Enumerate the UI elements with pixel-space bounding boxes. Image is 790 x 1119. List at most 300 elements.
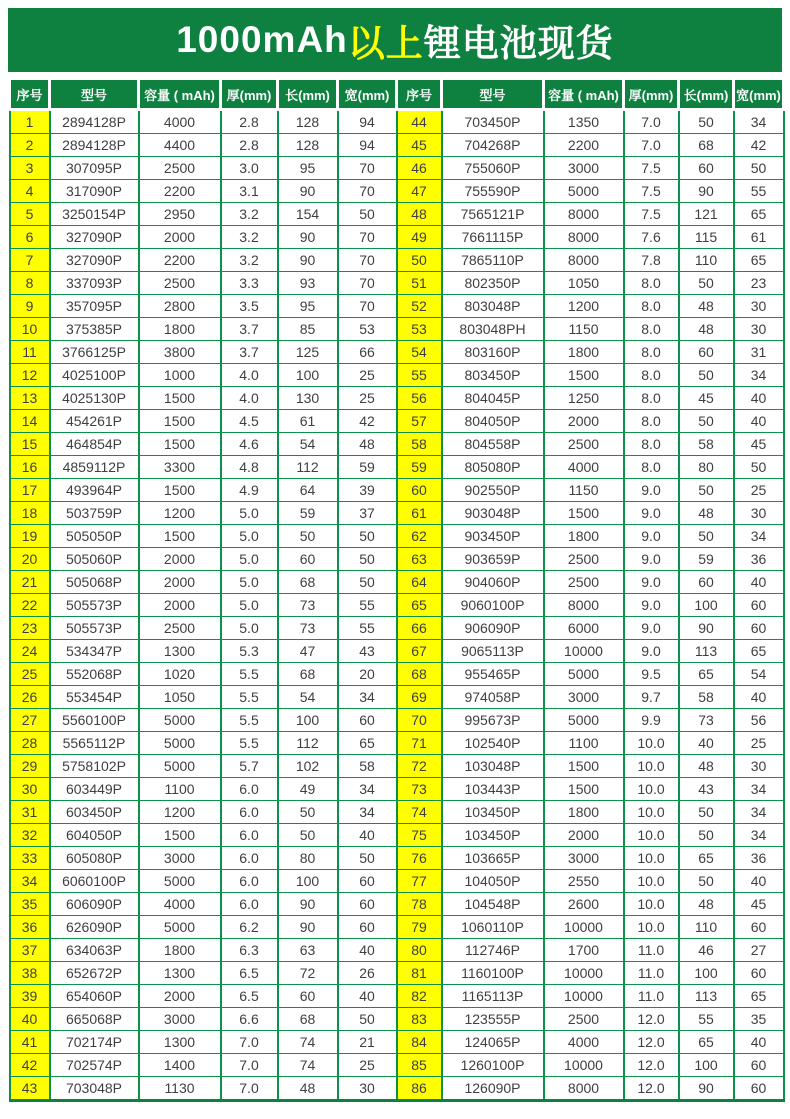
data-cell: 54 — [278, 686, 338, 709]
table-body — [10, 110, 784, 1101]
table-row — [10, 272, 784, 295]
data-cell: 36 — [734, 847, 784, 870]
seq-cell: 34 — [10, 870, 50, 893]
seq-cell: 53 — [397, 318, 442, 341]
data-cell: 112 — [278, 456, 338, 479]
data-cell: 100 — [278, 364, 338, 387]
header-model-right: 型号 — [442, 79, 544, 110]
data-cell: 1500 — [139, 410, 221, 433]
data-cell: 634063P — [50, 939, 139, 962]
data-cell: 26 — [338, 962, 397, 985]
seq-cell: 12 — [10, 364, 50, 387]
data-cell: 103443P — [442, 778, 544, 801]
data-cell: 3000 — [544, 157, 624, 180]
seq-cell: 29 — [10, 755, 50, 778]
data-cell: 2950 — [139, 203, 221, 226]
seq-cell: 70 — [397, 709, 442, 732]
data-cell: 3.2 — [221, 203, 278, 226]
data-cell: 1800 — [544, 525, 624, 548]
data-cell: 2500 — [544, 433, 624, 456]
data-cell: 8000 — [544, 203, 624, 226]
data-cell: 7.0 — [221, 1077, 278, 1101]
seq-cell: 37 — [10, 939, 50, 962]
data-cell: 2200 — [544, 134, 624, 157]
seq-cell: 27 — [10, 709, 50, 732]
seq-cell: 15 — [10, 433, 50, 456]
data-cell: 60 — [734, 1054, 784, 1077]
data-cell: 7.0 — [221, 1054, 278, 1077]
data-cell: 58 — [338, 755, 397, 778]
data-cell: 337093P — [50, 272, 139, 295]
data-cell: 50 — [338, 571, 397, 594]
data-cell: 803048PH — [442, 318, 544, 341]
data-cell: 10000 — [544, 985, 624, 1008]
data-cell: 906090P — [442, 617, 544, 640]
data-cell: 124065P — [442, 1031, 544, 1054]
data-cell: 3.3 — [221, 272, 278, 295]
data-cell: 43 — [338, 640, 397, 663]
data-cell: 9.0 — [624, 617, 679, 640]
data-cell: 10.0 — [624, 732, 679, 755]
data-cell: 20 — [338, 663, 397, 686]
data-cell: 55 — [679, 1008, 734, 1031]
table-row — [10, 110, 784, 134]
data-cell: 40 — [734, 571, 784, 594]
data-cell: 665068P — [50, 1008, 139, 1031]
data-cell: 8000 — [544, 594, 624, 617]
seq-cell: 58 — [397, 433, 442, 456]
data-cell: 904060P — [442, 571, 544, 594]
seq-cell: 7 — [10, 249, 50, 272]
data-cell: 40 — [734, 1031, 784, 1054]
data-cell: 5.0 — [221, 548, 278, 571]
table-row — [10, 410, 784, 433]
data-cell: 5758102P — [50, 755, 139, 778]
data-cell: 90 — [278, 226, 338, 249]
table-row — [10, 617, 784, 640]
data-cell: 1250 — [544, 387, 624, 410]
data-cell: 103048P — [442, 755, 544, 778]
data-cell: 8.0 — [624, 456, 679, 479]
data-cell: 802350P — [442, 272, 544, 295]
data-cell: 1160100P — [442, 962, 544, 985]
data-cell: 1500 — [544, 755, 624, 778]
data-cell: 100 — [278, 870, 338, 893]
data-cell: 1500 — [139, 479, 221, 502]
data-cell: 1200 — [544, 295, 624, 318]
data-cell: 3.7 — [221, 341, 278, 364]
data-cell: 327090P — [50, 226, 139, 249]
data-cell: 90 — [278, 916, 338, 939]
data-cell: 2500 — [544, 548, 624, 571]
data-cell: 4025130P — [50, 387, 139, 410]
table-row — [10, 387, 784, 410]
data-cell: 1500 — [139, 433, 221, 456]
data-cell: 60 — [734, 1077, 784, 1101]
data-cell: 42 — [338, 410, 397, 433]
header-seq-right: 序号 — [397, 79, 442, 110]
data-cell: 3800 — [139, 341, 221, 364]
data-cell: 7.6 — [624, 226, 679, 249]
data-cell: 94 — [338, 134, 397, 157]
data-cell: 9.0 — [624, 502, 679, 525]
data-cell: 65 — [734, 203, 784, 226]
seq-cell: 3 — [10, 157, 50, 180]
seq-cell: 46 — [397, 157, 442, 180]
data-cell: 6000 — [544, 617, 624, 640]
data-cell: 50 — [278, 801, 338, 824]
seq-cell: 83 — [397, 1008, 442, 1031]
data-cell: 3300 — [139, 456, 221, 479]
data-cell: 3000 — [139, 1008, 221, 1031]
data-cell: 65 — [679, 1031, 734, 1054]
table-row — [10, 226, 784, 249]
data-cell: 102 — [278, 755, 338, 778]
table-row — [10, 525, 784, 548]
data-cell: 59 — [278, 502, 338, 525]
data-cell: 8.0 — [624, 410, 679, 433]
data-cell: 48 — [679, 318, 734, 341]
data-cell: 4.5 — [221, 410, 278, 433]
table-row — [10, 939, 784, 962]
data-cell: 34 — [734, 824, 784, 847]
header-width-right: 宽(mm) — [734, 79, 784, 110]
seq-cell: 72 — [397, 755, 442, 778]
data-cell: 34 — [734, 364, 784, 387]
data-cell: 10.0 — [624, 893, 679, 916]
data-cell: 74 — [278, 1031, 338, 1054]
table-row — [10, 663, 784, 686]
data-cell: 95 — [278, 295, 338, 318]
header-seq-left: 序号 — [10, 79, 50, 110]
data-cell: 60 — [278, 985, 338, 1008]
data-cell: 703048P — [50, 1077, 139, 1101]
data-cell: 70 — [338, 272, 397, 295]
data-cell: 27 — [734, 939, 784, 962]
data-cell: 50 — [734, 456, 784, 479]
data-cell: 4000 — [139, 893, 221, 916]
data-cell: 104548P — [442, 893, 544, 916]
data-cell: 56 — [734, 709, 784, 732]
seq-cell: 84 — [397, 1031, 442, 1054]
data-cell: 1050 — [139, 686, 221, 709]
data-cell: 10.0 — [624, 847, 679, 870]
data-cell: 505068P — [50, 571, 139, 594]
data-cell: 128 — [278, 110, 338, 134]
data-cell: 8.0 — [624, 341, 679, 364]
seq-cell: 78 — [397, 893, 442, 916]
table-row — [10, 594, 784, 617]
seq-cell: 80 — [397, 939, 442, 962]
data-cell: 54 — [278, 433, 338, 456]
title-highlight: 以上 — [347, 23, 424, 64]
seq-cell: 2 — [10, 134, 50, 157]
data-cell: 12.0 — [624, 1031, 679, 1054]
header-capacity-left: 容量 ( mAh) — [139, 79, 221, 110]
seq-cell: 43 — [10, 1077, 50, 1101]
data-cell: 59 — [679, 548, 734, 571]
data-cell: 5.0 — [221, 571, 278, 594]
data-cell: 115 — [679, 226, 734, 249]
data-cell: 34 — [338, 778, 397, 801]
seq-cell: 14 — [10, 410, 50, 433]
data-cell: 60 — [338, 870, 397, 893]
data-cell: 5.0 — [221, 617, 278, 640]
data-cell: 70 — [338, 157, 397, 180]
battery-spec-table — [8, 77, 785, 1102]
data-cell: 702574P — [50, 1054, 139, 1077]
data-cell: 65 — [734, 985, 784, 1008]
data-cell: 1130 — [139, 1077, 221, 1101]
table-row — [10, 686, 784, 709]
data-cell: 1500 — [139, 824, 221, 847]
data-cell: 70 — [338, 226, 397, 249]
data-cell: 12.0 — [624, 1008, 679, 1031]
header-width-left: 宽(mm) — [338, 79, 397, 110]
seq-cell: 66 — [397, 617, 442, 640]
data-cell: 1350 — [544, 110, 624, 134]
data-cell: 40 — [338, 939, 397, 962]
data-cell: 606090P — [50, 893, 139, 916]
seq-cell: 54 — [397, 341, 442, 364]
data-cell: 65 — [679, 847, 734, 870]
seq-cell: 4 — [10, 180, 50, 203]
seq-cell: 38 — [10, 962, 50, 985]
data-cell: 3.0 — [221, 157, 278, 180]
data-cell: 34 — [734, 801, 784, 824]
data-cell: 45 — [734, 893, 784, 916]
data-cell: 505060P — [50, 548, 139, 571]
data-cell: 702174P — [50, 1031, 139, 1054]
seq-cell: 77 — [397, 870, 442, 893]
data-cell: 375385P — [50, 318, 139, 341]
seq-cell: 57 — [397, 410, 442, 433]
data-cell: 755060P — [442, 157, 544, 180]
data-cell: 80 — [679, 456, 734, 479]
seq-cell: 76 — [397, 847, 442, 870]
seq-cell: 45 — [397, 134, 442, 157]
data-cell: 704268P — [442, 134, 544, 157]
data-cell: 50 — [338, 847, 397, 870]
data-cell: 9.0 — [624, 640, 679, 663]
data-cell: 73 — [278, 594, 338, 617]
header-length-left: 长(mm) — [278, 79, 338, 110]
data-cell: 317090P — [50, 180, 139, 203]
data-cell: 34 — [338, 686, 397, 709]
header-row — [10, 79, 784, 110]
data-cell: 60 — [734, 916, 784, 939]
data-cell: 1100 — [139, 778, 221, 801]
data-cell: 2600 — [544, 893, 624, 916]
data-cell: 1300 — [139, 640, 221, 663]
data-cell: 64 — [278, 479, 338, 502]
seq-cell: 47 — [397, 180, 442, 203]
data-cell: 10.0 — [624, 801, 679, 824]
data-cell: 36 — [734, 548, 784, 571]
seq-cell: 56 — [397, 387, 442, 410]
data-cell: 5.3 — [221, 640, 278, 663]
data-cell: 63 — [278, 939, 338, 962]
data-cell: 12.0 — [624, 1054, 679, 1077]
data-cell: 10.0 — [624, 778, 679, 801]
data-cell: 3.7 — [221, 318, 278, 341]
data-cell: 6.2 — [221, 916, 278, 939]
data-cell: 55 — [734, 180, 784, 203]
data-cell: 60 — [338, 916, 397, 939]
table-row — [10, 134, 784, 157]
data-cell: 45 — [734, 433, 784, 456]
data-cell: 55 — [338, 594, 397, 617]
data-cell: 1500 — [544, 502, 624, 525]
data-cell: 1500 — [139, 525, 221, 548]
data-cell: 113 — [679, 640, 734, 663]
data-cell: 60 — [734, 594, 784, 617]
data-cell: 1800 — [139, 318, 221, 341]
data-cell: 94 — [338, 110, 397, 134]
data-cell: 803048P — [442, 295, 544, 318]
data-cell: 8.0 — [624, 387, 679, 410]
data-cell: 10.0 — [624, 755, 679, 778]
data-cell: 803450P — [442, 364, 544, 387]
data-cell: 1500 — [544, 364, 624, 387]
seq-cell: 49 — [397, 226, 442, 249]
data-cell: 307095P — [50, 157, 139, 180]
data-cell: 50 — [679, 479, 734, 502]
data-cell: 68 — [679, 134, 734, 157]
seq-cell: 13 — [10, 387, 50, 410]
data-cell: 2000 — [139, 571, 221, 594]
data-cell: 493964P — [50, 479, 139, 502]
data-cell: 55 — [338, 617, 397, 640]
data-cell: 8.0 — [624, 433, 679, 456]
data-cell: 47 — [278, 640, 338, 663]
seq-cell: 1 — [10, 110, 50, 134]
data-cell: 2000 — [544, 410, 624, 433]
data-cell: 90 — [679, 180, 734, 203]
data-cell: 40 — [338, 985, 397, 1008]
data-cell: 2000 — [139, 985, 221, 1008]
data-cell: 30 — [734, 755, 784, 778]
table-row — [10, 548, 784, 571]
data-cell: 50 — [338, 1008, 397, 1031]
data-cell: 54 — [734, 663, 784, 686]
seq-cell: 23 — [10, 617, 50, 640]
seq-cell: 30 — [10, 778, 50, 801]
data-cell: 2000 — [544, 824, 624, 847]
table-row — [10, 985, 784, 1008]
data-cell: 2000 — [139, 594, 221, 617]
data-cell: 60 — [679, 571, 734, 594]
data-cell: 50 — [338, 203, 397, 226]
data-cell: 7661115P — [442, 226, 544, 249]
table-row — [10, 1031, 784, 1054]
seq-cell: 8 — [10, 272, 50, 295]
data-cell: 50 — [278, 525, 338, 548]
data-cell: 534347P — [50, 640, 139, 663]
data-cell: 30 — [734, 295, 784, 318]
data-cell: 4.9 — [221, 479, 278, 502]
seq-cell: 61 — [397, 502, 442, 525]
data-cell: 5000 — [544, 709, 624, 732]
data-cell: 61 — [734, 226, 784, 249]
data-cell: 1150 — [544, 318, 624, 341]
table-row — [10, 824, 784, 847]
data-cell: 4000 — [544, 456, 624, 479]
data-cell: 50 — [338, 525, 397, 548]
data-cell: 6.5 — [221, 985, 278, 1008]
data-cell: 3.1 — [221, 180, 278, 203]
data-cell: 1150 — [544, 479, 624, 502]
data-cell: 45 — [679, 387, 734, 410]
data-cell: 1400 — [139, 1054, 221, 1077]
data-cell: 60 — [338, 893, 397, 916]
data-cell: 5000 — [139, 732, 221, 755]
data-cell: 552068P — [50, 663, 139, 686]
data-cell: 23 — [734, 272, 784, 295]
data-cell: 50 — [278, 824, 338, 847]
seq-cell: 50 — [397, 249, 442, 272]
data-cell: 34 — [734, 525, 784, 548]
data-cell: 40 — [734, 387, 784, 410]
data-cell: 3.2 — [221, 226, 278, 249]
data-cell: 95 — [278, 157, 338, 180]
data-cell: 10000 — [544, 916, 624, 939]
data-cell: 8.0 — [624, 295, 679, 318]
data-cell: 10.0 — [624, 870, 679, 893]
table-row — [10, 364, 784, 387]
data-cell: 60 — [734, 617, 784, 640]
data-cell: 49 — [278, 778, 338, 801]
data-cell: 68 — [278, 1008, 338, 1031]
data-cell: 113 — [679, 985, 734, 1008]
data-cell: 603450P — [50, 801, 139, 824]
header-thickness-left: 厚(mm) — [221, 79, 278, 110]
data-cell: 58 — [679, 433, 734, 456]
seq-cell: 22 — [10, 594, 50, 617]
data-cell: 5560100P — [50, 709, 139, 732]
data-cell: 4.6 — [221, 433, 278, 456]
data-cell: 154 — [278, 203, 338, 226]
table-row — [10, 203, 784, 226]
seq-cell: 33 — [10, 847, 50, 870]
data-cell: 10000 — [544, 962, 624, 985]
data-cell: 50 — [679, 364, 734, 387]
data-cell: 48 — [679, 502, 734, 525]
data-cell: 100 — [278, 709, 338, 732]
seq-cell: 40 — [10, 1008, 50, 1031]
seq-cell: 19 — [10, 525, 50, 548]
data-cell: 5000 — [139, 916, 221, 939]
seq-cell: 36 — [10, 916, 50, 939]
data-cell: 100 — [679, 1054, 734, 1077]
data-cell: 68 — [278, 571, 338, 594]
data-cell: 5.5 — [221, 732, 278, 755]
seq-cell: 21 — [10, 571, 50, 594]
seq-cell: 86 — [397, 1077, 442, 1101]
table-row — [10, 893, 784, 916]
data-cell: 112746P — [442, 939, 544, 962]
data-cell: 73 — [278, 617, 338, 640]
data-cell: 9.0 — [624, 548, 679, 571]
data-cell: 6.0 — [221, 801, 278, 824]
data-cell: 103665P — [442, 847, 544, 870]
data-cell: 40 — [734, 870, 784, 893]
data-cell: 35 — [734, 1008, 784, 1031]
data-cell: 2.8 — [221, 110, 278, 134]
data-cell: 73 — [679, 709, 734, 732]
data-cell: 60 — [734, 962, 784, 985]
seq-cell: 41 — [10, 1031, 50, 1054]
